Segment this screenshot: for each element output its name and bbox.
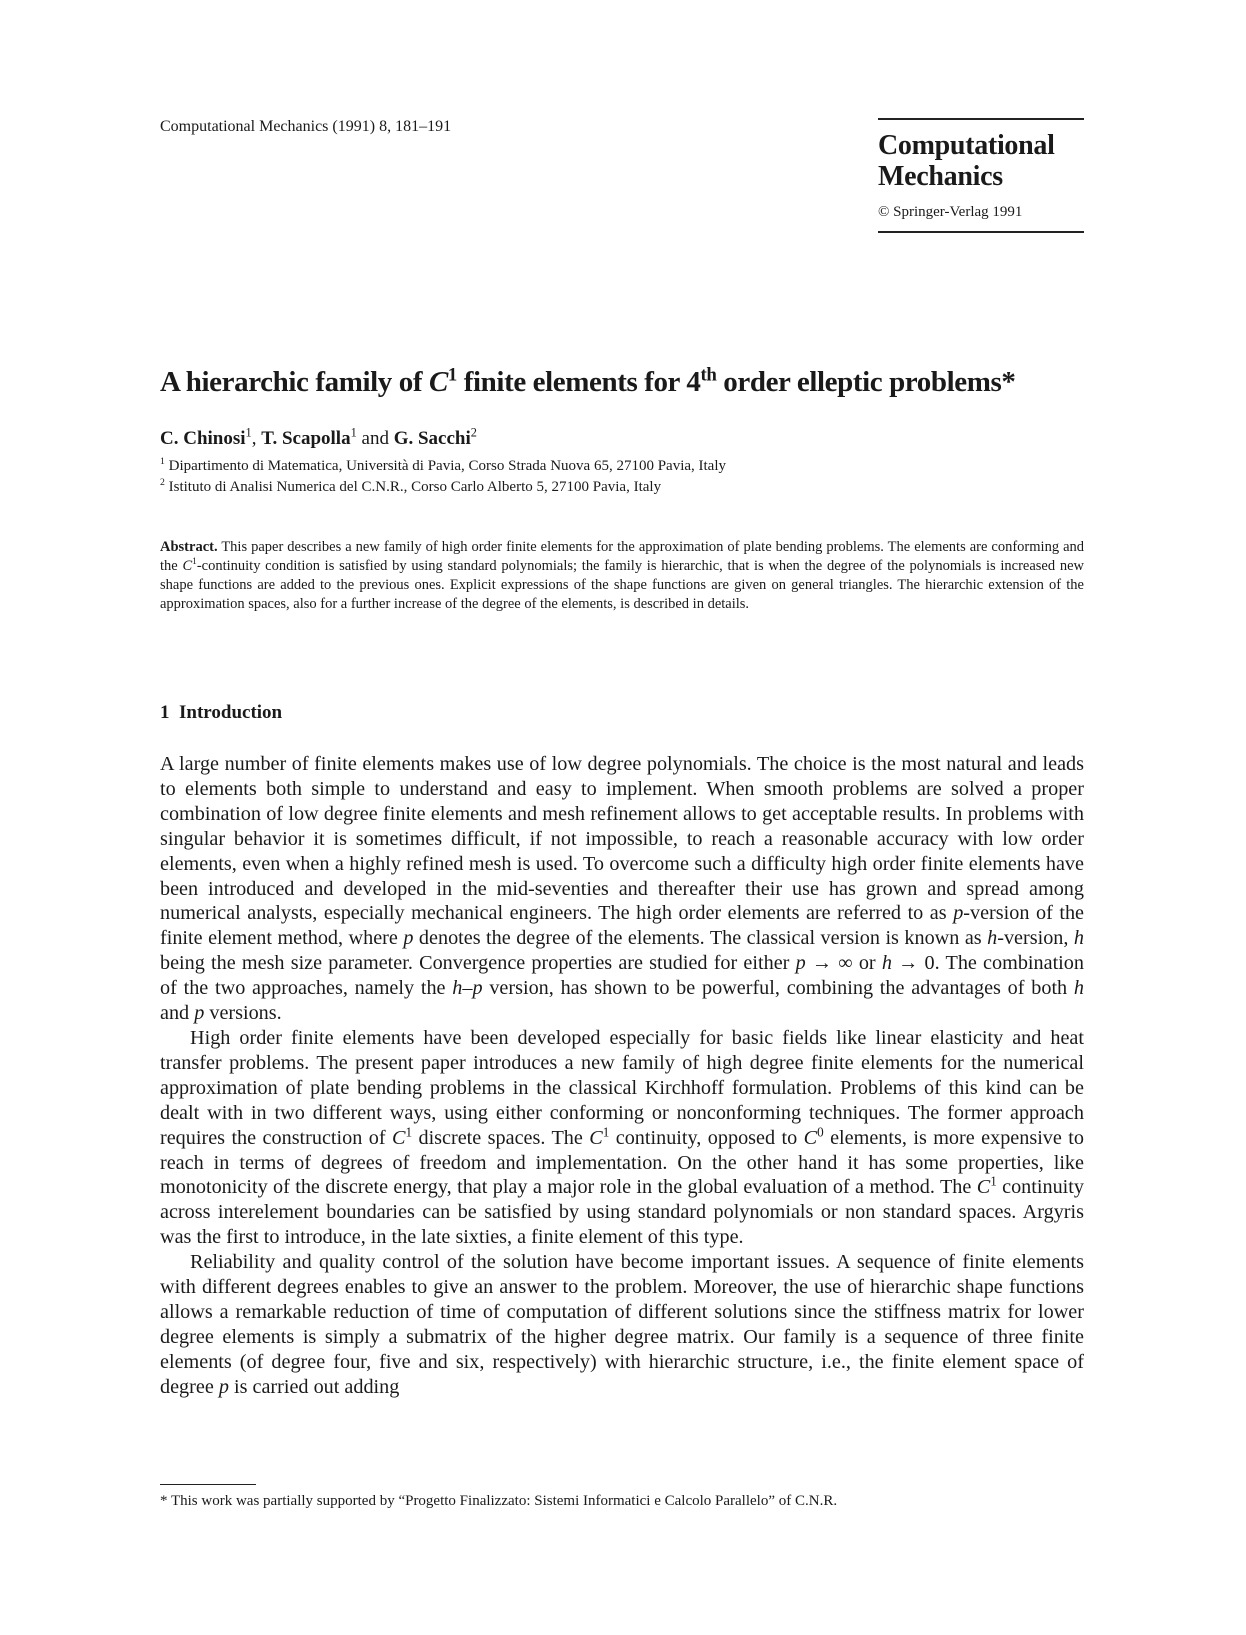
para1-p-symbol: p — [795, 952, 806, 975]
para1-text-f: → ∞ or — [805, 952, 882, 975]
masthead-top-rule — [878, 118, 1084, 120]
author-separator-2: and — [356, 428, 394, 449]
abstract-text-1: This paper describes a new family of high order finite elements for the approximation of plate bending problems. The elements are conforming and the — [160, 539, 1084, 574]
section-title: Introduction — [179, 702, 283, 723]
abstract — [160, 538, 1084, 614]
para1-p-symbol: p — [194, 1002, 205, 1025]
section-number: 1 — [160, 702, 170, 723]
title-text-1: A hierarchic family of — [160, 366, 429, 398]
paper-title — [160, 366, 1015, 399]
author-separator-1: , — [251, 428, 262, 449]
para2-text-c: continuity, opposed to — [609, 1126, 804, 1149]
abstract-sup: 1 — [192, 557, 197, 568]
para2-sup: 1 — [602, 1123, 610, 1139]
journal-masthead — [878, 118, 1084, 233]
para1-text-i: and — [160, 1002, 195, 1025]
para1-p-symbol: p — [403, 927, 414, 950]
author-mark-3: 2 — [470, 425, 477, 440]
para3-text-b: is carried out adding — [228, 1375, 400, 1398]
para1-text-g: → 0. The combination of the two approaches, namely the — [160, 952, 1084, 1000]
title-sup-th: th — [700, 364, 717, 386]
para2-text-d: elements, is more expensive to reach in terms of degrees of freedom and implementation. On the other hand it has some properties, like monotonicity of the discrete energy, that play a major role in the global evaluation of a method. The — [160, 1126, 1084, 1199]
para2-c-symbol: C — [976, 1176, 991, 1199]
para1-text-j: versions. — [204, 1002, 282, 1025]
para2-text-a: High order finite elements have been developed especially for basic fields like linear elasticity and heat transfer problems. The present paper introduces a new family of high degree finite elements for the numerical approximation of plate bending problems in the classical Kirchhoff formulation. Problems of this kind can be dealt with in two different ways, using either conforming or nonconforming techniques. The former approach requires the construction of — [160, 1026, 1084, 1149]
affiliation-1 — [160, 458, 726, 475]
paragraph-3 — [160, 1250, 1084, 1399]
para2-sup: 0 — [817, 1123, 824, 1139]
copyright-notice: © Springer-Verlag 1991 — [878, 204, 1023, 220]
para1-h-symbol: h — [1073, 977, 1085, 1000]
paragraph-1 — [160, 752, 1084, 1026]
para3-p-symbol: p — [218, 1375, 229, 1398]
para1-text-e: being the mesh size parameter. Convergence properties are studied for either — [160, 952, 796, 975]
para1-h-symbol: h — [987, 927, 998, 950]
para1-h-symbol: h — [1073, 927, 1085, 950]
abstract-c-symbol: C — [182, 558, 193, 574]
para1-text-b: -version of the finite element method, where — [160, 902, 1085, 950]
section-heading-introduction — [160, 702, 282, 724]
para2-text-b: discrete spaces. The — [412, 1126, 590, 1149]
introduction-body — [160, 752, 1084, 1400]
author-sacchi: G. Sacchi — [393, 428, 471, 449]
journal-name — [878, 130, 1084, 192]
journal-name-line1: Computational — [878, 130, 1055, 161]
para1-hp-symbol: h–p — [452, 977, 483, 1000]
title-sup-1: 1 — [447, 364, 457, 386]
author-list — [160, 425, 477, 450]
abstract-text-2: -continuity condition is satisfied by using standard polynomials; the family is hierarchic, that is when the degree of the polynomials is increased new shape functions are added to the previous ones. Explicit expressions of the shape functions are given on general triangles. The hierarchic extension of the approximation spaces, also for a further increase of the degree of the elements, is described in details. — [160, 558, 1084, 612]
abstract-label: Abstract. — [160, 539, 218, 555]
paragraph-2 — [160, 1026, 1084, 1250]
para2-sup: 1 — [405, 1123, 413, 1139]
title-text-3: order elleptic problems* — [716, 366, 1016, 398]
affiliation-text-1: Dipartimento di Matematica, Università di Pavia, Corso Strada Nuova 65, 27100 Pavia, Italy — [164, 458, 727, 474]
para1-h-symbol: h — [881, 952, 892, 975]
author-scapolla: T. Scapolla — [261, 428, 351, 449]
para1-p-symbol: p — [953, 902, 964, 925]
journal-name-line2: Mechanics — [878, 161, 1003, 192]
para2-c-symbol: C — [803, 1126, 818, 1149]
author-mark-1: 1 — [245, 425, 252, 440]
journal-citation: Computational Mechanics (1991) 8, 181–191 — [160, 118, 452, 135]
para1-text-d: -version, — [997, 927, 1074, 950]
para2-c-symbol: C — [589, 1126, 603, 1149]
masthead-bottom-rule — [878, 231, 1084, 233]
affiliation-2 — [160, 479, 661, 496]
author-mark-2: 1 — [350, 425, 357, 440]
footnote: * This work was partially supported by “Progetto Finalizzato: Sistemi Informatici e Calcolo Parallelo” of C.N.R. — [160, 1493, 838, 1509]
affiliation-mark-2: 2 — [160, 477, 165, 488]
footnote-rule — [160, 1484, 256, 1485]
para2-sup: 1 — [990, 1173, 997, 1189]
author-chinosi: C. Chinosi — [160, 428, 246, 449]
affiliation-mark-1: 1 — [160, 456, 165, 467]
para3-text-a: Reliability and quality control of the solution have become important issues. A sequence of finite elements with different degrees enables to give an answer to the problem. Moreover, the use of hierarchic shape functions allows a remarkable reduction of time of computation of different solutions since the stiffness matrix for lower degree elements is simply a submatrix of the higher degree matrix. Our family is a sequence of three finite elements (of degree four, five and six, respectively) with hierarchic structure, i.e., the finite element space of degree — [160, 1251, 1084, 1398]
title-text-2: finite elements for 4 — [456, 366, 701, 398]
para2-text-e: continuity across interelement boundaries can be satisfied by using standard polynomials or non standard spaces. Argyris was the first to introduce, in the late sixties, a finite element of this type. — [160, 1176, 1084, 1249]
affiliation-text-2: Istituto di Analisi Numerica del C.N.R., Corso Carlo Alberto 5, 27100 Pavia, Italy — [164, 479, 662, 495]
para2-c-symbol: C — [392, 1126, 406, 1149]
para1-text-a: A large number of finite elements makes use of low degree polynomials. The choice is the most natural and leads to elements both simple to understand and easy to implement. When smooth problems are solved a proper combination of low degree finite elements and mesh refinement allows to get acceptable results. In problems with singular behavior it is sometimes difficult, if not impossible, to reach a reasonable accuracy with low order elements, even when a highly refined mesh is used. To overcome such a difficulty high order finite elements have been introduced and developed in the mid-seventies and thereafter their use has grown and spread among numerical analysts, especially mechanical engineers. The high order elements are referred to as — [160, 753, 1084, 925]
title-c-symbol: C — [428, 366, 448, 398]
para1-text-c: denotes the degree of the elements. The classical version is known as — [413, 927, 988, 950]
para1-text-h: version, has shown to be powerful, combining the advantages of both — [482, 977, 1074, 1000]
